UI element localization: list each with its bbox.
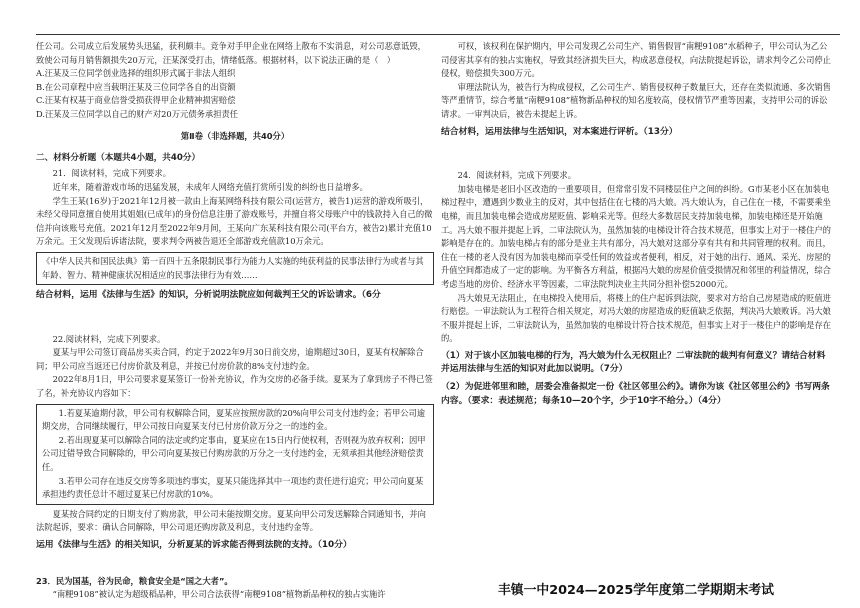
answer-space bbox=[36, 557, 434, 575]
q22-agreement-box bbox=[36, 404, 434, 505]
q24-task-2 bbox=[441, 381, 831, 408]
q23-para-1: “南粳9108”被认定为超级稻品种，甲公司合法获得“南粳9108”植物新品种权的独占实施许 bbox=[52, 589, 386, 600]
q21-task: 结合材料，运用《法律与生活》的知识，分析说明法院应如何裁判王父的诉讼请求。（6分 bbox=[36, 290, 381, 301]
part2-title: 第Ⅱ卷（非选择题，共40分） bbox=[180, 130, 290, 141]
left-column bbox=[36, 40, 434, 602]
q24-task-2-requirement: （要求：表述规范；每条10—20个字，少于10字不给分。）（4分） bbox=[467, 395, 726, 406]
q20-stem: 任公司。公司成立后发展势头迅猛，获利颇丰。竞争对手甲企业在网络上散布不实消息，对公司恶意诋毁，致使公司每月销售额损失20万元，汪某深受打击，情绪低落。根据材料，以下说法正确的是（ ） bbox=[36, 41, 426, 65]
choice-a: A.汪某及三位同学创业选择的组织形式属于非法人组织 bbox=[36, 68, 236, 79]
q21-heading: 21．阅读材料，完成下列要求。 bbox=[52, 168, 172, 179]
q23-para-3: 审理法院认为，被告行为构成侵权，乙公司生产、销售侵权种子数量巨大，还存在类似流通、多次销售等严重情节，综合考量“南粳9108”植物新品种权的知名度较高，侵权情节严重等因素，支持甲公司的诉讼请求。一审判决后，被告未提起上诉。 bbox=[441, 81, 831, 119]
agreement-clause-3: 3.若甲公司存在违反交房等多项违约事实，夏某只能选择其中一项违约责任进行追究；甲公司向夏某承担违约责任总计不超过夏某已付房款的10%。 bbox=[42, 475, 424, 500]
answer-space bbox=[36, 307, 434, 333]
q21-para-1: 近年来，随着游戏市场的迅猛发展，未成年人网络充值打赏所引发的纠纷也日益增多。 bbox=[52, 181, 368, 192]
choice-d: D.汪某及三位同学以自己的财产对20万元债务承担责任 bbox=[36, 108, 239, 119]
q22-para-2: 2022年8月1日，甲公司要求夏某签订一份补充协议，作为交房的必备手续。夏某为了拿到房子不得已签了名，补充协议内容如下： bbox=[36, 374, 433, 399]
choice-b: B.在公司章程中应当载明汪某及三位同学各自的出资额 bbox=[36, 81, 236, 92]
q24-para-2: 冯大娘見无法阻止，在电梯投入使用后，将楼上的住户起诉到法院，要求对方给自己房屋造成的贬值进行赔偿。一审法院认为工程符合相关规定，对冯大娘的房屋造成的贬值缺乏依据，判决冯大娘败诉。冯大娘不服并提起上诉，二审法院认为，虽然加装的电梯设计符合技术规范，但事实上对于一楼住户的影响是存在的。 bbox=[441, 292, 831, 344]
q23-para-2: 可权，该权利在保护期内，甲公司发现乙公司生产、销售假冒“南粳9108”水稻种子，甲公司认为乙公司侵害其享有的独占实施权，导致其经济损失巨大，构成恶意侵权，向法院提起诉讼，请求判令乙公司停止侵权，赔偿损失300万元。 bbox=[441, 41, 831, 79]
right-column bbox=[441, 40, 831, 412]
q21-para-2: 学生王某(16岁)于2021年12月被一款由上海某网络科技有限公司(运营方，被告1)运营的游戏所吸引，未经父母同意擅自使用其姐姐(已成年)的身份信息注册了游戏账号，并擅自将父母账户中的钱款持入自己的微信并向该账号充值。2021年12月至2022年9月间，王某向广东某科技有限公司(平台方，被告2)累计充值10万余元。王父发现后诉诸法院，要求判令两被告退还全部游戏充值款10万余元。 bbox=[36, 195, 433, 247]
q23-task: 结合材料，运用法律与生活知识，对本案进行评析。（13分） bbox=[441, 126, 678, 137]
q21-law-text: 《中华人民共和国民法典》第一百四十五条限制民事行为能力人实施的纯获利益的民事法律行为或者与其年龄、智力、精神健康状况相适应的民事法律行为有效…… bbox=[42, 255, 424, 280]
answer-space bbox=[441, 143, 831, 169]
agreement-clause-1: 1.若夏某逾期付款，甲公司有权解除合同，夏某应按照房款的20%向甲公司支付违约金；若甲公司逾期交房，合同继续履行，甲公司按日向夏某支付已付房价款万分之一的违约金。 bbox=[42, 407, 426, 432]
choice-c: C.汪某有权基于商业信誉受损获得甲企业精神损害赔偿 bbox=[36, 95, 236, 106]
q24-heading: 24．阅读材料，完成下列要求。 bbox=[457, 170, 577, 181]
q23-heading: 23．民为国基，谷为民命，粮食安全是“国之大者”。 bbox=[36, 575, 233, 586]
top-rule bbox=[36, 34, 840, 35]
q24-task-2-main: （2）为促进邻里和睦，居委会准备拟定一份《社区邻里公约》。请你为该《社区邻里公约》书写两条内容。 bbox=[441, 382, 830, 406]
q21-law-box bbox=[36, 252, 434, 285]
q22-para-3: 夏某按合同约定的日期支付了购房款，甲公司未能按期交房。夏某向甲公司发送解除合同通知书，并向法院起诉，要求：确认合同解除，甲公司退还购房款及利息，支付违约金等。 bbox=[36, 508, 426, 533]
agreement-clause-2: 2.若出现夏某可以解除合同的法定或约定事由，夏某应在15日内行使权利，否则视为放弃权利；因甲公司过错导致合同解除的，甲公司向夏某按已付购房款的万分之一支付违约金，无须承担其他经济赔偿责任。 bbox=[42, 434, 426, 473]
section2-heading: 二、材料分析题（本题共4小题，共40分） bbox=[36, 152, 201, 163]
q22-para-1: 夏某与甲公司签订商品房买卖合同，约定于2022年9月30日前交房，逾期超过30日，夏某有权解除合同；甲公司应当返还已付房价款及利息，并按已付房价款的8%支付违约金。 bbox=[36, 347, 424, 371]
q24-para-1: 加装电梯是老旧小区改造的一重要项目，但常常引发不同楼层住户之间的纠纷。G市某老小区在加装电梯过程中，遭遇到少数业主的反对，其中包括住在七楼的冯大娘。冯大娘认为，自己住在一楼，不需要乘坐电梯，而且加装电梯会造成房屋贬值、影响采光等。但经大多数居民支持加装电梯，加装电梯还是开始施工。冯大娘不服并提起上诉，二审法院认为，虽然加装的电梯设计符合技术规范，但事实上对于一楼住户的影响是存在的。加装电梯占有的部分是业主共有部分，冯大娘对这部分享有共有和共同管理的权利。而且，住在一楼的老人没有因为加装电梯而享受任何的效益或者便利，相反，对于她的出行、通风、采光、房屋的升值空间都造成了一定的影响。为平衡各方利益，根据冯大娘的房屋价值受损情况和邻里的利益情况，综合考虑当地的房价、经济水平等因素，二审法院判决业主共同分担补偿52000元。 bbox=[441, 183, 831, 289]
q22-task: 运用《法律与生活》的相关知识，分析夏某的诉求能否得到法院的支持。（10分） bbox=[36, 540, 352, 550]
q22-heading: 22.阅读材料，完成下列要求。 bbox=[52, 333, 166, 344]
q24-task-1: （1）对于该小区加装电梯的行为，冯大娘为什么无权阻止？二审法院的裁判有何意义？请结合材料并运用法律与生活的知识对此加以说明。（7分） bbox=[441, 350, 826, 375]
exam-title: 丰镇一中2024—2025学年度第二学期期末考试 bbox=[498, 583, 774, 598]
